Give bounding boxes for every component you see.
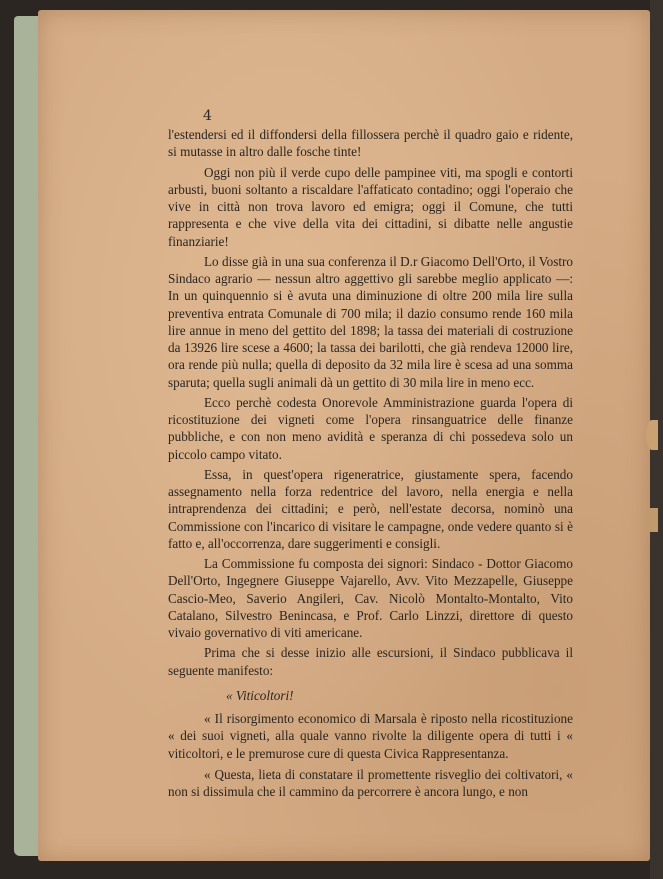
- body-text: [168, 126, 573, 800]
- page-number: 4: [203, 108, 212, 124]
- paragraph: Prima che si desse inizio alle escursioni, il Sindaco pubblicava il seguente manifesto:: [168, 645, 573, 678]
- paragraph: Ecco perchè codesta Onorevole Amministrazione guarda l'opera di ricostituzione dei vigneti come l'opera rinsanguatrice delle finanze pubbliche, e con non meno avidità e speranza di chi possedeva solo un piccolo campo vitato.: [168, 394, 573, 462]
- torn-edge-mark: [644, 508, 658, 532]
- paragraph: Lo disse già in una sua conferenza il D.r Giacomo Dell'Orto, il Vostro Sindaco agrario — nessun altro aggettivo gli sarebbe meglio applicato —: In un quinquennio si è avuta una diminuzione di oltre 200 mila lire sulla preventiva entrata Comunale di 700 mila; il dazio consumo rende 160 mila lire annue in meno del gettito del 1898; la tassa dei materiali di costruzione da 13926 lire scese a 4600; la tassa dei barilotti, che già rendeva 12000 lire, ora rende più nulla; quella di deposito da 32 mila lire è scesa ad una somma sparuta; quella sugli animali dà un gettito di 30 mila lire in meno ecc.: [168, 253, 573, 390]
- manifesto-paragraph: « Il risorgimento economico di Marsala è riposto nella ricostituzione « dei suoi vigneti, alla quale vanno rivolte la diligente opera di tutti i « viticoltori, e le premurose cure di questa Civica Rappresentanza.: [168, 711, 573, 761]
- torn-edge-mark: [646, 420, 658, 450]
- paragraph: l'estendersi ed il diffondersi della fillossera perchè il quadro gaio e ridente, si mutasse in altro dalle fosche tinte!: [168, 127, 573, 160]
- paragraph: Essa, in quest'opera rigeneratrice, giustamente spera, facendo assegnamento nella forza redentrice del lavoro, nella energia e nella intraprendenza dei cittadini; e però, nell'estate decorsa, nominò una Commissione con l'incarico di visitare le campagne, onde vedere quanto si è fatto e, all'occorrenza, dare suggerimenti e consigli.: [168, 466, 573, 551]
- manifesto-heading: « Viticoltori!: [226, 687, 294, 703]
- paragraph: La Commissione fu composta dei signori: Sindaco - Dottor Giacomo Dell'Orto, Ingegnere Giuseppe Vajarello, Avv. Vito Mezzapelle, Giuseppe Cascio-Meo, Saverio Angileri, Cav. Nicolò Montalto-Montalto, Vito Catalano, Silvestro Benincasa, e Prof. Carlo Linzzi, direttore di questo vivaio governativo di viti americane.: [168, 556, 573, 640]
- paragraph: Oggi non più il verde cupo delle pampinee viti, ma spogli e contorti arbusti, buoni soltanto a riscaldare l'affaticato contadino; oggi l'operaio che vive in città non trova lavoro ed emigra; oggi il Comune, che tutti rappresenta e che vive della vita dei cittadini, si dibatte nelle angustie finanziarie!: [168, 164, 573, 249]
- manifesto-paragraph: « Questa, lieta di constatare il promettente risveglio dei coltivatori, « non si dissimula che il cammino da percorrere è ancora lungo, e non: [168, 766, 573, 799]
